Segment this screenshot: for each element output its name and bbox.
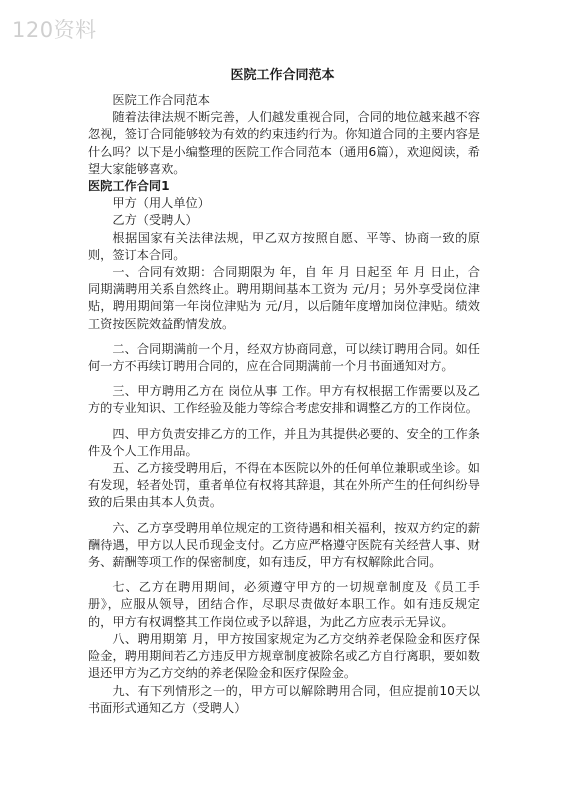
clause-3: 三、甲方聘用乙方在 岗位从事 工作。甲方有权根据工作需要以及乙方的专业知识、工作经验及能力等综合考虑安排和调整乙方的工作岗位。 <box>88 384 480 416</box>
document-body <box>88 92 480 717</box>
clause-7: 七、乙方在聘用期间，必须遵守甲方的一切规章制度及《员工手册》，应服从领导，团结合作，尽职尽责做好本职工作。如有违反规定的，甲方有权调整其工作岗位或予以辞退，为此乙方应表示无异议。 <box>88 580 480 629</box>
watermark-logo: 120资料 <box>12 18 97 42</box>
clause-4: 四、甲方负责安排乙方的工作，并且为其提供必要的、安全的工作条件及个人工作用品。 <box>88 426 480 458</box>
clause-6: 六、乙方享受聘用单位规定的工资待遇和相关福利，按双方约定的薪酬待遇，甲方以人民币现金支付。乙方应严格遵守医院有关经营人事、财务、薪酬等项工作的保密制度，如有违反，甲方有权解除此合同。 <box>88 520 480 570</box>
party-a-line: 甲方（用人单位） <box>112 196 210 211</box>
party-b-line: 乙方（受聘人） <box>112 213 198 228</box>
subtitle-paragraph: 医院工作合同范本 <box>112 93 210 107</box>
section-heading: 医院工作合同1 <box>88 179 170 194</box>
preamble-paragraph: 根据国家有关法律法规，甲乙双方按照自愿、平等、协商一致的原则，签订本合同。 <box>88 230 480 262</box>
clause-1: 一、合同有效期：合同期限为 年，自 年 月 日起至 年 月 日止，合同期满聘用关系自然终止。聘用期间基本工资为 元/月；另外享受岗位津贴，聘用期间第一年岗位津贴为 元/月，以后随年度增加岗位津贴。绩效工资按医院效益酌情发放。 <box>88 265 480 331</box>
clause-9: 九、有下列情形之一的，甲方可以解除聘用合同，但应提前10天以书面形式通知乙方（受聘人） <box>88 683 480 715</box>
document-title: 医院工作合同范本 <box>230 68 335 83</box>
intro-paragraph: 随着法律法规不断完善，人们越发重视合同，合同的地位越来越不容忽视，签订合同能够较为有效的约束违约行为。你知道合同的主要内容是什么吗？以下是小编整理的医院工作合同范本（通用6篇），欢迎阅读，希望大家能够喜欢。 <box>88 110 480 176</box>
clause-5: 五、乙方接受聘用后，不得在本医院以外的任何单位兼职或坐诊。如有发现，轻者处罚，重者单位有权将其辞退，其在外所产生的任何纠纷导致的后果由其本人负责。 <box>88 461 480 510</box>
clause-2: 二、合同期满前一个月，经双方协商同意，可以续订聘用合同。如任何一方不再续订聘用合同的，应在合同期满前一个月书面通知对方。 <box>88 341 480 374</box>
clause-8: 八、聘用期第 月，甲方按国家规定为乙方交纳养老保险金和医疗保险金，聘用期间若乙方违反甲方规章制度被除名或乙方自行离职，要如数退还甲方为乙方交纳的养老保险金和医疗保险金。 <box>88 631 480 681</box>
